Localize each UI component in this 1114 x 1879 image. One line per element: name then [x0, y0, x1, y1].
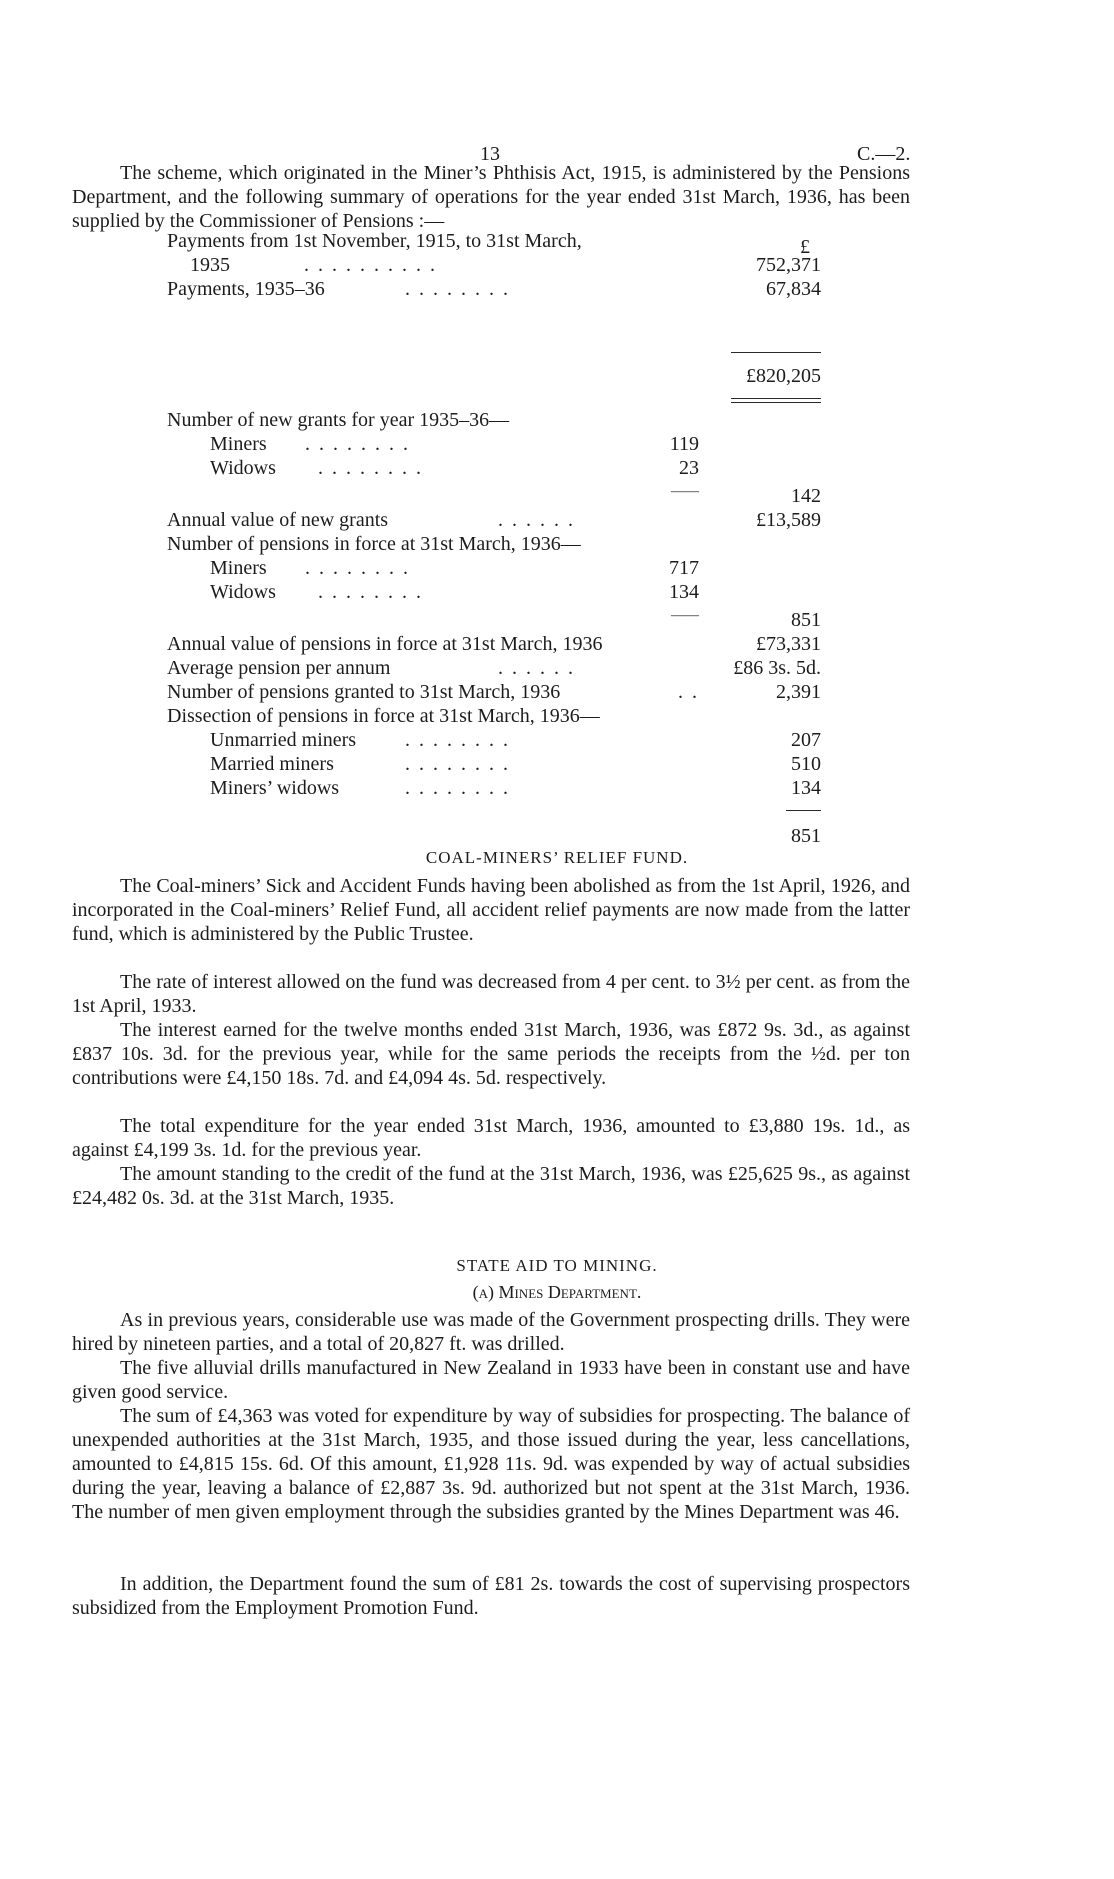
new-grants-miners-value: 119 — [669, 433, 699, 455]
state-aid-paragraph: As in previous years, considerable use was made of the Government prospecting drills. They were hired by nineteen parties, and a total of 20,827 ft. was drilled. — [72, 1309, 910, 1355]
double-rule — [731, 398, 821, 403]
coal-miners-paragraph: The rate of interest allowed on the fund was decreased from 4 per cent. to 3½ per cent. as from the 1st April, 1933. — [72, 971, 910, 1017]
in-force-miners-value: 717 — [669, 557, 699, 579]
leader-dots: . . . . . . . . — [305, 433, 410, 455]
payments-1915-year: 1935 — [190, 254, 230, 276]
state-aid-paragraph: The sum of £4,363 was voted for expenditure by way of subsidies for prospecting. The balance of unexpended authorities at the 31st March, 1935, and those issued during the year, less cancellations, amounted to £4,815 15s. 6d. Of this amount, £1,928 11s. 9d. was expended by way of actual subsidies during the year, leaving a balance of £2,887 3s. 9d. authorized but not spent at the 31st March, 1936. The number of men given employment through the subsidies granted by the Mines Department was 46. — [72, 1405, 910, 1523]
dissection-total-value: 851 — [791, 825, 821, 847]
granted-total-value: 2,391 — [776, 681, 821, 703]
dissection-married-label: Married miners — [210, 753, 334, 775]
page-number: 13 — [480, 143, 500, 165]
leader-dots: . . . . . . . . — [405, 777, 510, 799]
leader-dots: . . . . . . . . — [405, 753, 510, 775]
currency-symbol: £ — [800, 236, 810, 258]
sum-rule — [786, 810, 821, 811]
leader-dots: . . . . . . . . — [318, 581, 423, 603]
annual-value-force-label: Annual value of pensions in force at 31st March, 1936 — [167, 633, 603, 655]
sum-rule — [731, 352, 821, 353]
annual-value-new-value: £13,589 — [756, 509, 821, 531]
payments-1935-value: 67,834 — [766, 278, 821, 300]
coal-miners-paragraph: The total expenditure for the year ended 31st March, 1936, amounted to £3,880 19s. 1d., as against £4,199 3s. 1d. for the previous year. — [72, 1115, 910, 1161]
leader-dots: . . . . . . . . — [405, 729, 510, 751]
leader-dots: . . . . . . . . — [318, 457, 423, 479]
leader-dots: . . — [678, 681, 699, 703]
state-aid-heading: STATE AID TO MINING. — [456, 1256, 658, 1275]
payments-1915-label: Payments from 1st November, 1915, to 31st March, — [167, 230, 582, 252]
leader-dots: . . . . . . — [498, 657, 575, 679]
in-force-total-value: 851 — [791, 609, 821, 631]
average-pension-label: Average pension per annum — [167, 657, 391, 679]
state-aid-paragraph: The five alluvial drills manufactured in New Zealand in 1933 have been in constant use and have given good service. — [72, 1357, 910, 1403]
mines-department-subheading: (a) Mines Department. — [472, 1282, 642, 1302]
in-force-widows-label: Widows — [210, 581, 276, 603]
annual-value-force-value: £73,331 — [756, 633, 821, 655]
dissection-unmarried-label: Unmarried miners — [210, 729, 357, 751]
payments-1935-label: Payments, 1935–36 — [167, 278, 325, 300]
in-force-label: Number of pensions in force at 31st March, 1936— — [167, 533, 581, 555]
dissection-widows-label: Miners’ widows — [210, 777, 340, 799]
coal-miners-paragraph: The interest earned for the twelve months ended 31st March, 1936, was £872 9s. 3d., as against £837 10s. 3d. for the previous year, while for the same periods the receipts from the ½d. per ton contributions were £4,150 18s. 7d. and £4,094 4s. 5d. respectively. — [72, 1019, 910, 1089]
document-reference: C.—2. — [857, 143, 911, 165]
state-aid-paragraph: In addition, the Department found the sum of £81 2s. towards the cost of supervising prospectors subsidized from the Employment Promotion Fund. — [72, 1573, 910, 1619]
average-pension-value: £86 3s. 5d. — [733, 657, 821, 679]
dissection-married-value: 510 — [791, 753, 821, 775]
payments-1915-value: 752,371 — [756, 254, 821, 276]
subtotal-dash: —— — [671, 484, 699, 499]
dissection-widows-value: 134 — [791, 777, 821, 799]
coal-miners-paragraph: The Coal-miners’ Sick and Accident Funds having been abolished as from the 1st April, 1926, and incorporated in the Coal-miners’ Relief Fund, all accident relief payments are now made from the latter fund, which is administered by the Public Trustee. — [72, 875, 910, 945]
leader-dots: . . . . . . . . — [305, 557, 410, 579]
leader-dots: . . . . . . . . . . — [304, 254, 437, 276]
dissection-unmarried-value: 207 — [791, 729, 821, 751]
intro-paragraph: The scheme, which originated in the Miner’s Phthisis Act, 1915, is administered by the Pensions Department, and the following summary of operations for the year ended 31st March, 1936, has been supplied by the Commissioner of Pensions :— — [72, 162, 910, 232]
new-grants-miners-label: Miners — [210, 433, 267, 455]
new-grants-total-value: 142 — [791, 485, 821, 507]
leader-dots: . . . . . . — [498, 509, 575, 531]
new-grants-label: Number of new grants for year 1935–36— — [167, 409, 510, 431]
payments-total-value: £820,205 — [746, 365, 821, 387]
subtotal-dash: —— — [671, 608, 699, 623]
leader-dots: . . . . . . . . — [405, 278, 510, 300]
in-force-miners-label: Miners — [210, 557, 267, 579]
coal-miners-paragraph: The amount standing to the credit of the fund at the 31st March, 1936, was £25,625 9s., as against £24,482 0s. 3d. at the 31st March, 1935. — [72, 1163, 910, 1209]
annual-value-new-label: Annual value of new grants — [167, 509, 389, 531]
dissection-label: Dissection of pensions in force at 31st March, 1936— — [167, 705, 600, 727]
new-grants-widows-label: Widows — [210, 457, 276, 479]
in-force-widows-value: 134 — [669, 581, 699, 603]
coal-miners-heading: COAL-MINERS’ RELIEF FUND. — [425, 848, 689, 867]
granted-total-label: Number of pensions granted to 31st March, 1936 — [167, 681, 561, 703]
new-grants-widows-value: 23 — [679, 457, 699, 479]
